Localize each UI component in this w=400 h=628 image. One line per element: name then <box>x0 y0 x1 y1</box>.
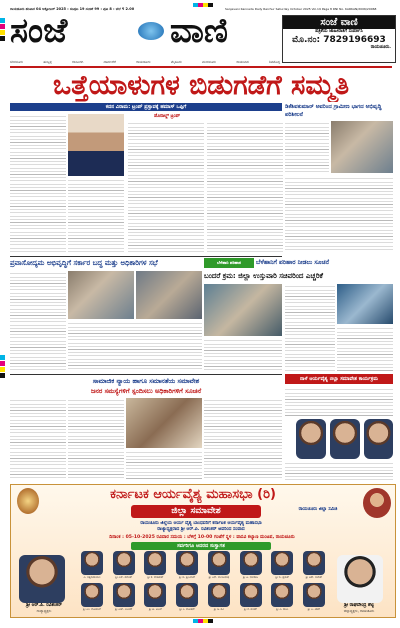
advert-box <box>282 15 396 63</box>
story2-text-a <box>285 121 329 173</box>
rule <box>10 256 282 257</box>
ad-person-photo <box>271 551 293 575</box>
advert-logo: ಸಂಜೆ ವಾಣಿ <box>283 16 395 29</box>
story4-text-a <box>10 398 66 480</box>
ad-person <box>109 583 139 611</box>
advert-city: ರಾಯಚೂರು. <box>370 44 391 50</box>
section-label: ದಾವಣಗೆರೆ <box>103 60 116 64</box>
section-label: ಶಿವಮೊಗ್ಗ <box>269 60 280 64</box>
advert-tagline: ಪತ್ರಿಕೆಯ ಜಾಹೀರಾತಿಗೆ ಸಂಪರ್ಕಿಸಿ <box>315 29 363 34</box>
ad-person <box>204 583 234 611</box>
ad-subtitle: ಜಿಲ್ಲಾ ಸಮಾವೇಶ <box>131 505 261 518</box>
ad-left-role: ರಾಜ್ಯಾಧ್ಯಕ್ಷರು <box>36 609 52 613</box>
ad-person-photo <box>113 583 135 607</box>
ad-person-name: ಶ್ರೀ ಎಂ. ಗೋಪಾಲ್ <box>83 607 101 611</box>
story1-col4-text <box>207 121 283 252</box>
ad-person-name: ಶ್ರೀ ಬಿ. ಪ್ರಕಾಶ್ <box>275 575 290 579</box>
ad-person-name: ಶ್ರೀ ಕೆ. ಶಂಕರ್ <box>244 607 257 611</box>
section-label: ಮಂಗಳೂರು <box>202 60 217 64</box>
ad-person <box>172 551 202 579</box>
ad-person-photo <box>176 551 198 575</box>
ad-person-photo <box>271 583 293 607</box>
story2-headline: ಡಿಕೆಶಿವಕುಮಾರ್ ಅವರಿಂದ ಗ್ರಾಮೀಣ ಭಾಗದ ಅಭಿವೃದ್ಧಿ ಪರಿಶೀಲನೆ <box>285 104 382 118</box>
rule-red <box>10 66 392 68</box>
story2-text-b <box>285 176 393 252</box>
story5-portrait-c <box>364 419 393 459</box>
story5-portrait-a <box>296 419 326 459</box>
story3-photo-b <box>136 271 202 319</box>
story4-text-d <box>204 398 282 480</box>
story3-text-d <box>285 284 335 371</box>
ad-row-2 <box>77 583 329 611</box>
ad-line-3: ದಿನಾಂಕ : 05-10-2025 ರವಿವಾರ ಸಮಯ : ಬೆಳಿಗ್ಗೆ 10-00 ಗಂಟೆಗೆ ಸ್ಥಳ : ವಾಸವಿ ಕಲ್ಯಾಣ ಮಂಟಪ, ರಾಯಚೂರು <box>109 535 295 540</box>
ad-person-photo <box>144 583 166 607</box>
story1-col1-text <box>10 114 66 252</box>
story1-subhead: ಕದನ ವಿರಾಮ: ಟ್ರಂಪ್ ಪ್ರಸ್ತಾವಕ್ಕೆ ಹಮಾಸ್ ಒಪ್ಪಿಗೆ <box>10 103 282 111</box>
ad-person <box>140 551 170 579</box>
ad-person-name: ಶ್ರೀ ಟಿ. ಅನಿಲ್ <box>148 607 162 611</box>
section-label: ಬೆಂಗಳೂರು <box>10 60 24 64</box>
ad-person-name: ಶ್ರೀ ಎನ್. ಮಂಜುನಾಥ <box>208 575 230 579</box>
ad-person-name: ಶ್ರೀ ಜಿ. ಶ್ರೀನಿವಾಸ್ <box>179 575 196 579</box>
ad-person <box>267 551 297 579</box>
ad-person-photo <box>81 551 103 575</box>
ad-left-caption: ಶ್ರೀ ಆರ್.ಪಿ. ರವಿಶಂಕರ್ <box>26 603 62 608</box>
story3-headline: ಪ್ರವಾಸೋದ್ಯಮ ಅಭಿವೃದ್ಧಿಗೆ ಸರ್ಕಾರ ಬದ್ಧ ಮತ್ತು ಅಧಿಕಾರಿಗಳ ಸಭೆ <box>10 259 158 267</box>
section-label: ಹುಬ್ಬಳ್ಳಿ <box>43 60 52 64</box>
story5-portrait-b <box>330 419 360 459</box>
story3-strip-head: ಬೆಳೆಹಾನಿಗೆ ಪರಿಹಾರ ನೀಡಲು ಸೂಚನೆ <box>256 259 330 266</box>
ad-person-name: ಶ್ರೀ ಆರ್. ಸುರೇಶ್ <box>305 575 323 579</box>
ad-person-name: ಶ್ರೀ ವಿ. ರಾಜು <box>276 607 289 611</box>
rule <box>10 374 282 375</box>
ad-person <box>109 551 139 579</box>
ad-person-name: ಶ್ರೀ ಎಚ್. ವಿಜಯ್ <box>115 607 133 611</box>
dove-logo-icon <box>138 22 164 40</box>
masthead-title-right: ವಾಣಿ <box>170 11 228 51</box>
cmyk-strip-bottom <box>193 619 213 623</box>
ad-person <box>267 583 297 611</box>
ad-right-caption: ಶ್ರೀ ರಾಘವೇಂದ್ರ ಶೆಟ್ಟಿ <box>344 603 374 608</box>
ad-person-name: ವಿ. ಸತ್ಯನಾರಾಯಣ <box>83 575 101 579</box>
story1-photo <box>68 114 124 176</box>
story3-strip-sub: ಬಂದರೆ ಕ್ರಮ: ಜಿಲ್ಲಾ ಉಸ್ತುವಾರಿ ಸಚಿವರಿಂದ ಎಚ್ಚರಿಕೆ <box>204 272 323 280</box>
ad-person-photo <box>113 551 135 575</box>
ad-portrait-left <box>19 555 65 603</box>
ad-person-photo <box>303 583 325 607</box>
ad-person-photo <box>176 583 198 607</box>
ad-right-role: ಜಿಲ್ಲಾಧ್ಯಕ್ಷರು, ರಾಯಚೂರು <box>343 609 375 613</box>
ad-line-2: ರಾಜ್ಯಾಧ್ಯಕ್ಷರಾದ ಶ್ರೀ ಆರ್.ಪಿ. ರವಿಶಂಕರ್ ಅವರಿಂದ ಸಂವಾದ <box>157 527 245 532</box>
ad-row-1 <box>77 551 329 579</box>
ad-person-photo <box>303 551 325 575</box>
ad-person-photo <box>208 583 230 607</box>
story3-text-c <box>204 338 282 371</box>
ad-portrait-top-right <box>363 488 391 518</box>
story1-caption: ಡೊನಾಲ್ಡ್ ಟ್ರಂಪ್ <box>154 114 180 119</box>
story4-photo <box>126 398 202 448</box>
registration-line: Sanjevani Kannada Daily Raichur Saturday October 2025 Vol.19 Page 8 RNI No. KARKAN/2006/20068 <box>225 7 377 11</box>
ad-portrait-right <box>337 555 383 603</box>
story3-text-b <box>68 321 202 371</box>
story2-photo <box>331 121 393 173</box>
section-label: ಕಲಬುರಗಿ <box>72 60 84 64</box>
ad-person-photo <box>240 583 262 607</box>
ad-person-name: ಶ್ರೀ ಡಿ. ರವಿ <box>213 607 224 611</box>
ad-person-name: ಶ್ರೀ ಎಸ್. ರಮೇಶ್ <box>115 575 133 579</box>
ad-title: ಕರ್ನಾಟಕ ಆರ್ಯವೈಶ್ಯ ಮಹಾಸಭಾ (ರಿ) <box>110 487 276 502</box>
story1-col2-text <box>68 178 124 252</box>
story4-headline-2: ಜನರ ಸಮಸ್ಯೆಗಳಿಗೆ ಸ್ಪಂದಿಸಲು ಅಧಿಕಾರಿಗಳಿಗೆ ಸೂಚನೆ <box>90 387 202 395</box>
ad-person <box>172 583 202 611</box>
ad-person-photo <box>240 551 262 575</box>
ad-person <box>204 551 234 579</box>
ad-person-photo <box>144 551 166 575</box>
ad-person <box>299 583 329 611</box>
ad-person-photo <box>81 583 103 607</box>
story3-photo-c <box>204 284 282 336</box>
story5-text-a <box>285 387 393 417</box>
ad-person-name: ಶ್ರೀ ಕೆ. ವೆಂಕಟೇಶ್ <box>147 575 164 579</box>
story4-text-c <box>126 450 202 480</box>
story4-text-b <box>68 398 124 480</box>
dateline: ರಾಯಚೂರು ಶನಿವಾರ 04 ಅಕ್ಟೋಬರ್ 2025 : ಸಂಪುಟ 19 ಸಂಚಿಕೆ 99 : ಪುಟ 8 : ಬೆಲೆ ₹ 2.00 <box>10 7 135 11</box>
story4-headline-1: ಸಾಮಾಜಿಕ ನ್ಯಾಯ ಹಾಗೂ ಸಮಾನತೆಯ ಸಮಾವೇಶ <box>92 377 200 385</box>
deity-icon <box>17 488 39 514</box>
ad-person-name: ಶ್ರೀ ಪಿ. ನಾಗರಾಜ <box>242 575 259 579</box>
story3-text-e <box>337 326 393 371</box>
cmyk-strip-top <box>193 3 213 7</box>
ad-person <box>140 583 170 611</box>
ad-person <box>299 551 329 579</box>
ad-person-name: ಶ್ರೀ ಸಿ. ಮೋಹನ್ <box>179 607 195 611</box>
story3-strip-label: ಬೆಳೆಹಾನಿ ಪರಿಹಾರ <box>204 258 254 268</box>
section-label: ರಾಯಬಾಗ <box>236 60 249 64</box>
ad-person-photo <box>208 551 230 575</box>
color-registration-top <box>0 18 6 42</box>
masthead-title-left: ಸಂಜೆ <box>10 11 68 51</box>
ad-org: ರಾಯಚೂರು ಜಿಲ್ಲಾ ಸಮಿತಿ <box>298 507 338 512</box>
story3-photo-d <box>337 284 393 324</box>
story3-text <box>10 271 66 371</box>
masthead <box>10 11 280 56</box>
ad-person-name: ಶ್ರೀ ಎ. ಕಿರಣ್ <box>307 607 321 611</box>
story1-col3-text <box>128 121 204 252</box>
story5-headline: ನಾಳೆ ಆರ್ಯವೈಶ್ಯ ಜಿಲ್ಲಾ ಸಮಾವೇಶ ಕಾರ್ಯಕ್ರಮ <box>285 374 393 384</box>
ad-person <box>236 583 266 611</box>
story3-photo-a <box>68 271 134 319</box>
advert-phone: ಮೊ.ನಂ: 7829196693 <box>292 34 386 45</box>
ad-welcome: ಸರ್ವರಿಗೂ ಆದರದ ಸುಸ್ವಾಗತ <box>131 542 271 550</box>
ad-line-1: ರಾಯಚೂರು ಜಿಲ್ಲೆಯ ಆರ್ಯ ವೈಶ್ಯ ಬಾಂಧವರಿಗೆ ಕರ್ನಾಟಕ ಆರ್ಯವೈಶ್ಯ ಮಹಾಸಭಾ <box>140 521 262 526</box>
ad-person <box>236 551 266 579</box>
ad-person <box>77 551 107 579</box>
section-label: ರಾಯಚೂರು <box>136 60 151 64</box>
section-label: ಮೈಸೂರು <box>170 60 182 64</box>
color-registration-mid <box>0 355 6 379</box>
story5-text-b <box>285 461 393 480</box>
ad-person <box>77 583 107 611</box>
banner-headline: ಒತ್ತೆಯಾಳುಗಳ ಬಿಡುಗಡೆಗೆ ಸಮ್ಮತಿ <box>52 70 350 101</box>
convention-ad <box>10 484 396 618</box>
